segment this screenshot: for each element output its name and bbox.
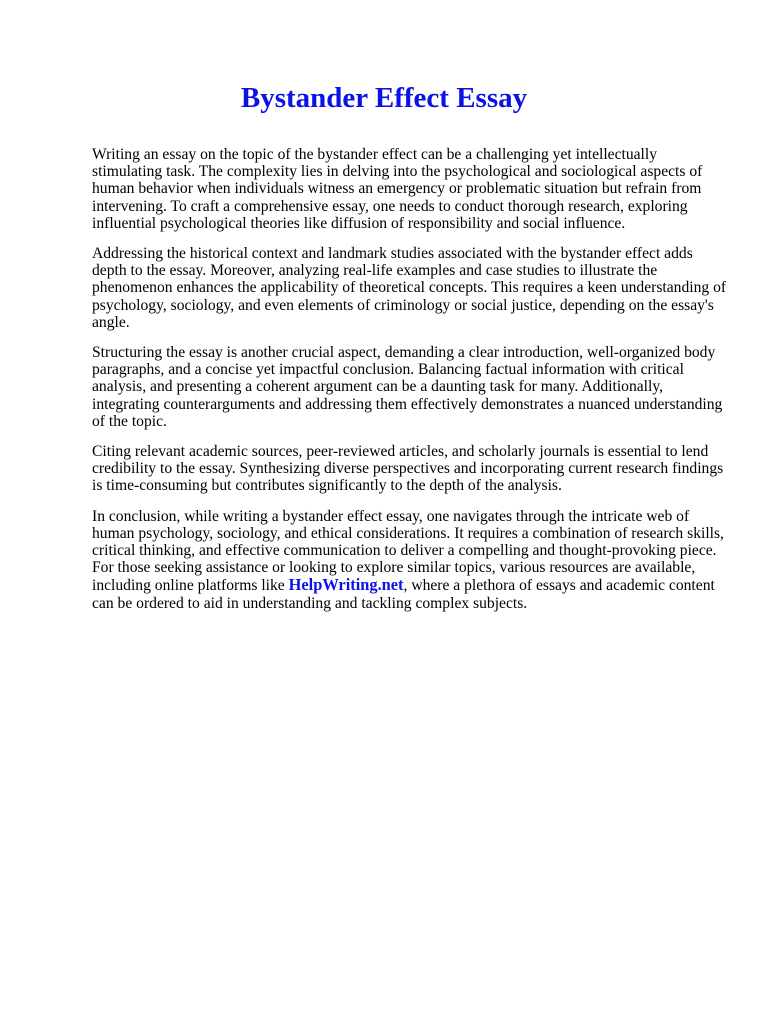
- text-line: critical thinking, and effective communication to deliver a compelling and thought-provoking piece.: [92, 542, 717, 560]
- text-line: Citing relevant academic sources, peer-reviewed articles, and scholarly journals is essential to lend: [92, 443, 709, 461]
- text-line: depth to the essay. Moreover, analyzing real-life examples and case studies to illustrate the: [92, 262, 658, 280]
- paragraph-1: [92, 146, 732, 232]
- text-line: Writing an essay on the topic of the bystander effect can be a challenging yet intellectually: [92, 146, 658, 163]
- text-line: phenomenon enhances the applicability of theoretical concepts. This requires a keen understanding of: [92, 279, 727, 297]
- text-line: Addressing the historical context and landmark studies associated with the bystander effect adds: [92, 245, 693, 263]
- helpwriting-link[interactable]: HelpWriting.net: [288, 575, 404, 595]
- text-line: human psychology, sociology, and ethical considerations. It requires a combination of research skills,: [92, 524, 724, 542]
- document-title: Bystander Effect Essay: [240, 82, 528, 114]
- text-line: analysis, and presenting a coherent argument can be a daunting task for many. Additionally,: [92, 378, 664, 396]
- text-line: Structuring the essay is another crucial aspect, demanding a clear introduction, well-organized body: [92, 344, 716, 362]
- text-line: stimulating task. The complexity lies in delving into the psychological and sociological aspects of: [92, 163, 703, 181]
- text-line: angle.: [92, 313, 130, 331]
- paragraph-4: [92, 443, 732, 495]
- link-line-suffix: , where a plethora of essays and academic content: [403, 577, 715, 595]
- text-line: credibility to the essay. Synthesizing diverse perspectives and incorporating current research findings: [92, 460, 724, 478]
- text-line: can be ordered to aid in understanding and tackling complex subjects.: [92, 594, 528, 612]
- text-line: paragraphs, and a concise yet impactful conclusion. Balancing factual information with critical: [92, 361, 684, 379]
- paragraph-3: [92, 344, 732, 430]
- link-line-prefix: including online platforms like: [92, 577, 289, 595]
- text-line: intervening. To craft a comprehensive essay, one needs to conduct thorough research, exploring: [92, 197, 688, 215]
- paragraph-2: [92, 245, 732, 331]
- text-line: For those seeking assistance or looking to explore similar topics, various resources are available,: [92, 559, 696, 577]
- text-line: human behavior when individuals witness an emergency or problematic situation but refrain from: [92, 180, 702, 198]
- link-text-line: [92, 576, 732, 594]
- text-line: psychology, sociology, and even elements of criminology or social justice, depending on the essay's: [92, 296, 714, 314]
- text-line: influential psychological theories like diffusion of responsibility and social influence.: [92, 214, 626, 232]
- text-line: is time-consuming but contributes significantly to the depth of the analysis.: [92, 477, 562, 495]
- paragraph-conclusion: [92, 508, 732, 612]
- text-line: of the topic.: [92, 412, 167, 430]
- text-line: In conclusion, while writing a bystander effect essay, one navigates through the intricate web of: [92, 507, 690, 525]
- text-line: integrating counterarguments and addressing them effectively demonstrates a nuanced understanding: [92, 395, 723, 413]
- document-body: [92, 146, 732, 625]
